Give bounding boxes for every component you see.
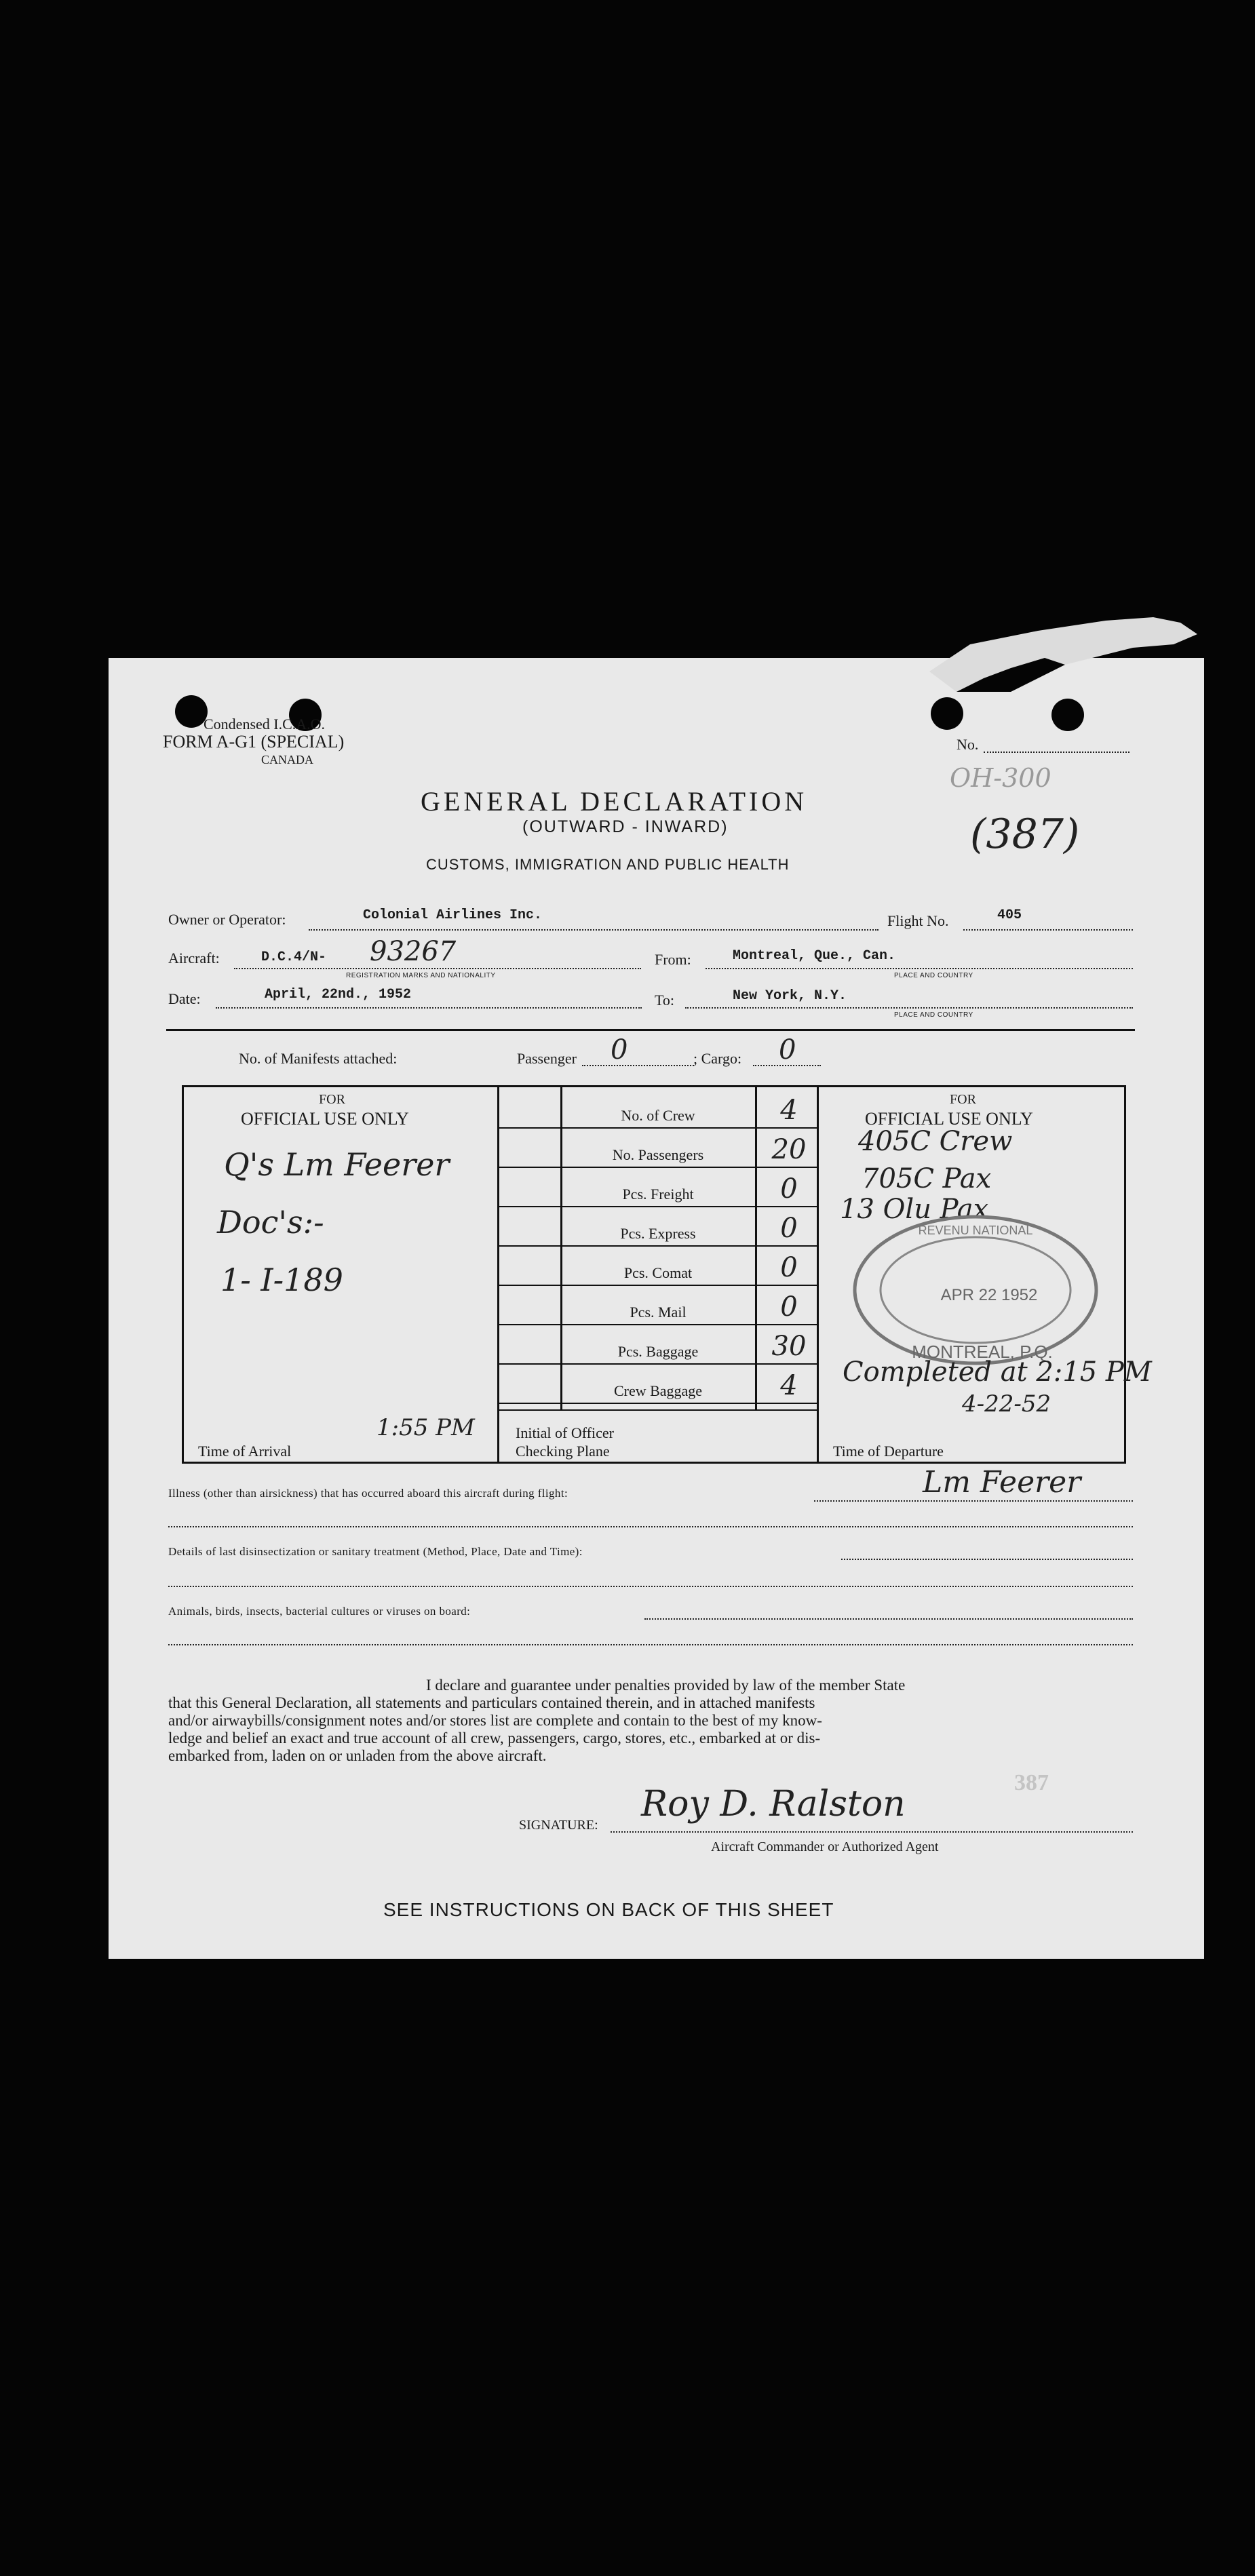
row-label-pcs-express: Pcs. Express <box>620 1225 696 1242</box>
header-line-3: CANADA <box>261 753 314 766</box>
row-rule <box>499 1403 818 1404</box>
from-caption: PLACE AND COUNTRY <box>894 972 973 979</box>
to-label: To: <box>655 992 675 1009</box>
disinsect-line-1 <box>841 1559 1133 1560</box>
illness-line-1 <box>814 1500 1133 1502</box>
date-line <box>216 1007 642 1009</box>
no-label: No. <box>957 736 979 753</box>
left-hand-3: 1- I-189 <box>220 1262 343 1298</box>
row-rule <box>499 1324 818 1325</box>
cargo-value: 0 <box>779 1034 796 1066</box>
declaration-line-2: that this General Declaration, all statements and particulars contained therein, and in attached manifests <box>168 1694 815 1711</box>
declaration-line-5: embarked from, laden on or unladen from the above aircraft. <box>168 1747 547 1764</box>
row-value-pcs-baggage: 30 <box>771 1331 807 1362</box>
stamp-text-3: MONTREAL, P.Q. <box>912 1342 1053 1362</box>
cargo-line <box>753 1065 821 1066</box>
box-divider-4 <box>817 1085 819 1464</box>
row-value-no-passengers: 20 <box>771 1134 807 1165</box>
row-rule <box>499 1127 818 1129</box>
left-hand-1: Q's Lm Feerer <box>224 1146 450 1183</box>
row-value-pcs-express: 0 <box>780 1213 798 1244</box>
footer-instructions: SEE INSTRUCTIONS ON BACK OF THIS SHEET <box>383 1899 834 1920</box>
from-line <box>706 968 1133 969</box>
declaration-text <box>168 1677 905 1765</box>
signature-line <box>611 1831 1133 1833</box>
punch-hole-4 <box>1051 699 1084 731</box>
left-official-for: FOR <box>319 1092 345 1107</box>
row-label-pcs-comat: Pcs. Comat <box>623 1264 693 1281</box>
row-label-crew-baggage: Crew Baggage <box>613 1382 703 1399</box>
declaration-line-3: and/or airwaybills/consignment notes and/or stores list are complete and contain to the best of my know- <box>168 1712 822 1729</box>
left-official-title: OFFICIAL USE ONLY <box>241 1109 409 1129</box>
aircraft-handwritten: 93267 <box>370 936 457 967</box>
illness-handwritten: Lm Feerer <box>923 1465 1081 1500</box>
animals-label: Animals, birds, insects, bacterial cultures or viruses on board: <box>168 1605 471 1618</box>
passenger-line <box>582 1065 694 1066</box>
box-divider-2 <box>560 1085 562 1411</box>
aircraft-caption: REGISTRATION MARKS AND NATIONALITY <box>346 972 496 979</box>
handwritten-number-2: (387) <box>970 811 1080 858</box>
passenger-label: Passenger <box>517 1050 577 1067</box>
manifests-label: No. of Manifests attached: <box>239 1050 398 1067</box>
no-line <box>984 752 1130 753</box>
handwritten-number-1: OH-300 <box>950 763 1051 793</box>
right-official-for: FOR <box>950 1092 976 1107</box>
stamp-text-1: REVENU NATIONAL <box>918 1224 1033 1237</box>
box-divider-3 <box>755 1085 757 1411</box>
row-value-no-of-crew: 4 <box>780 1095 798 1126</box>
row-rule <box>499 1167 818 1168</box>
disinsect-line-2 <box>168 1586 1133 1587</box>
arrival-label: Time of Arrival <box>198 1443 292 1460</box>
from-value: Montreal, Que., Can. <box>733 948 896 964</box>
animals-line-1 <box>644 1618 1133 1620</box>
right-hand-2: 705C Pax <box>862 1163 992 1194</box>
illness-label: Illness (other than airsickness) that has occurred aboard this aircraft during flight: <box>168 1487 568 1500</box>
right-hand-4: Completed at 2:15 PM <box>843 1357 1152 1388</box>
flight-label: Flight No. <box>887 912 949 929</box>
row-label-no-of-crew: No. of Crew <box>621 1107 695 1124</box>
to-line <box>685 1007 1133 1009</box>
flight-line <box>963 929 1133 931</box>
illness-line-2 <box>168 1526 1133 1527</box>
row-value-crew-baggage: 4 <box>780 1370 798 1401</box>
animals-line-2 <box>168 1644 1133 1645</box>
owner-value: Colonial Airlines Inc. <box>363 908 543 923</box>
torn-corner <box>929 617 1228 692</box>
aircraft-value: D.C.4/N- <box>261 950 327 965</box>
cargo-label: ; Cargo: <box>693 1050 742 1067</box>
row-value-pcs-freight: 0 <box>780 1173 798 1205</box>
row-rule <box>499 1363 818 1365</box>
row-value-pcs-comat: 0 <box>780 1252 798 1283</box>
declaration-line-1: I declare and guarantee under penalties provided by law of the member State <box>426 1677 906 1694</box>
aircraft-line <box>234 968 641 969</box>
form-subtitle: (OUTWARD - INWARD) <box>522 817 729 836</box>
signature-label: SIGNATURE: <box>519 1818 598 1833</box>
signature-caption: Aircraft Commander or Authorized Agent <box>711 1839 939 1854</box>
from-label: From: <box>655 951 691 968</box>
owner-label: Owner or Operator: <box>168 911 286 928</box>
signature-handwritten: Roy D. Ralston <box>641 1784 906 1824</box>
initial-label-1: Initial of Officer <box>516 1424 614 1441</box>
box-bottom-rule <box>497 1409 819 1411</box>
header-line-1: Condensed I.C.A.O. <box>204 716 326 733</box>
date-value: April, 22nd., 1952 <box>265 987 412 1002</box>
stamp-text-2: APR 22 1952 <box>940 1286 1038 1304</box>
row-value-pcs-mail: 0 <box>780 1291 798 1323</box>
customs-stamp <box>847 1209 1104 1371</box>
form-title: GENERAL DECLARATION <box>421 786 808 817</box>
passenger-value: 0 <box>611 1034 628 1066</box>
date-label: Date: <box>168 990 201 1007</box>
right-hand-1: 405C Crew <box>858 1126 1013 1157</box>
to-value: New York, N.Y. <box>733 988 847 1004</box>
row-rule <box>499 1206 818 1207</box>
row-label-pcs-mail: Pcs. Mail <box>630 1304 687 1321</box>
aircraft-label: Aircraft: <box>168 950 220 967</box>
form-origin <box>163 716 344 768</box>
arrival-value: 1:55 PM <box>376 1414 475 1441</box>
row-label-pcs-baggage: Pcs. Baggage <box>617 1343 699 1360</box>
punch-hole-3 <box>931 697 963 730</box>
right-official-title: OFFICIAL USE ONLY <box>865 1109 1033 1129</box>
declaration-line-4: ledge and belief an exact and true account of all crew, passengers, cargo, stores, etc., embarked at or dis- <box>168 1730 821 1746</box>
row-label-no-passengers: No. Passengers <box>612 1146 704 1163</box>
left-hand-2: Doc's:- <box>217 1204 324 1241</box>
faint-number: 387 <box>1014 1770 1049 1795</box>
row-rule <box>499 1285 818 1286</box>
owner-line <box>309 929 878 931</box>
disinsect-label: Details of last disinsectization or sanitary treatment (Method, Place, Date and Time): <box>168 1545 583 1558</box>
right-hand-3: 13 Olu Pax <box>840 1194 989 1225</box>
box-divider-1 <box>497 1085 499 1464</box>
right-hand-5: 4-22-52 <box>962 1390 1051 1418</box>
flight-value: 405 <box>997 908 1022 923</box>
to-caption: PLACE AND COUNTRY <box>894 1011 973 1019</box>
row-label-pcs-freight: Pcs. Freight <box>622 1186 694 1203</box>
row-rule <box>499 1245 818 1247</box>
header-line-2: FORM A-G1 (SPECIAL) <box>163 732 345 752</box>
form-subtitle-2: CUSTOMS, IMMIGRATION AND PUBLIC HEALTH <box>426 856 790 873</box>
departure-label: Time of Departure <box>833 1443 944 1460</box>
initial-label-2: Checking Plane <box>516 1443 610 1460</box>
divider-top <box>166 1029 1135 1031</box>
